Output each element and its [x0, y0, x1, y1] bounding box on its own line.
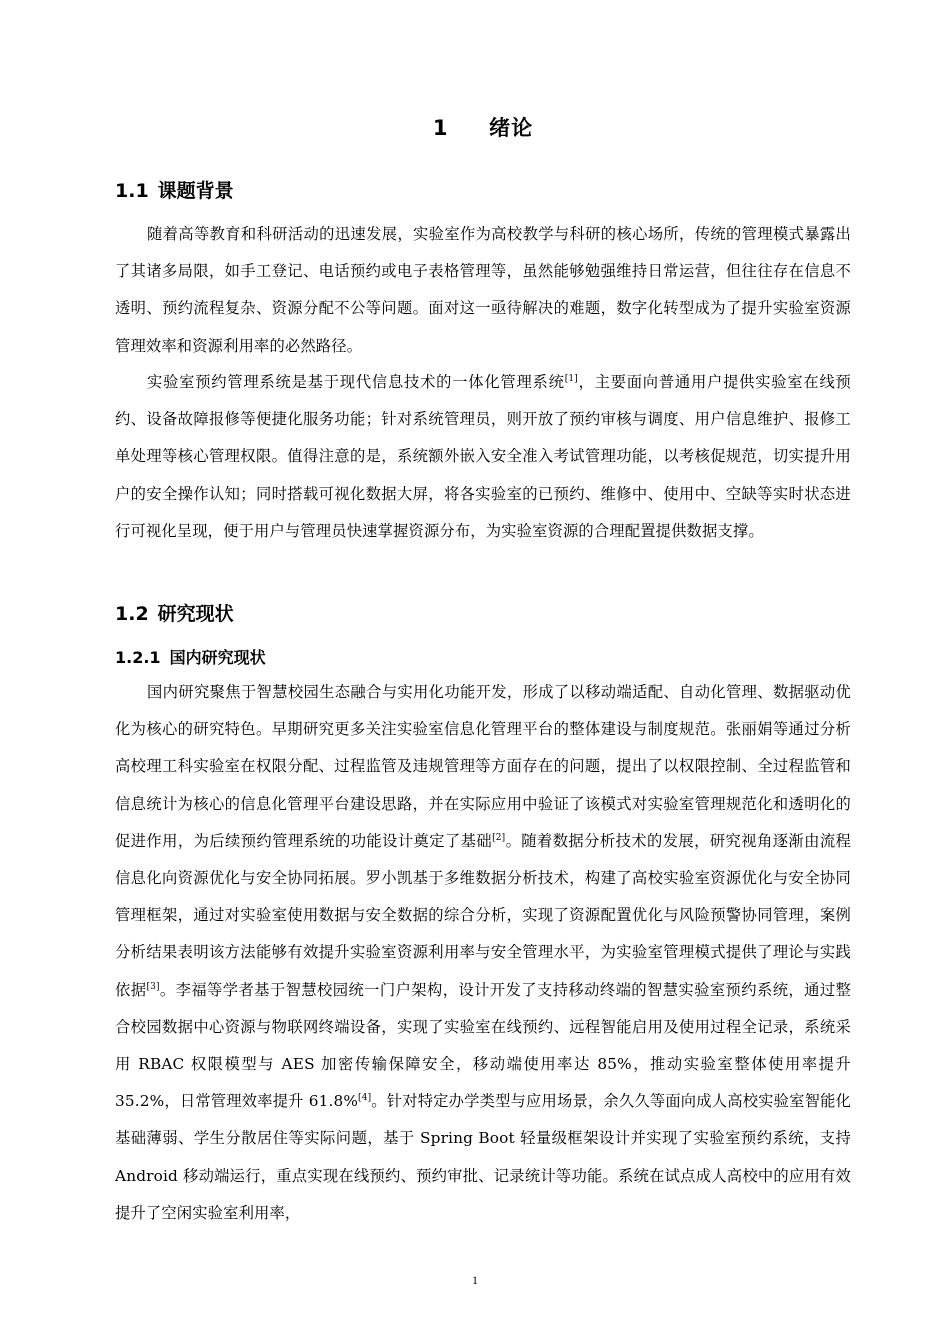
section-title: 课题背景 [157, 180, 234, 202]
subsection-heading-1-2-1 [115, 647, 266, 669]
paragraph-text: ，主要面向普通用户提供实验室在线预约、设备故障报修等便捷化服务功能；针对系统管理员，则开放了预约审核与调度、用户信息维护、报修工单处理等核心管理权限。值得注意的是，系统额外嵌入安全准入考试管理功能，以考核促规范，切实提升用户的安全操作认知；同时搭载可视化数据大屏，将各实验室的已预约、维修中、使用中、空缺等实时状态进行可视化呈现，便于用户与管理员快速掌握资源分布，为实验室资源的合理配置提供数据支撑。 [115, 373, 851, 540]
section-title: 研究现状 [157, 603, 234, 625]
chapter-title-text: 绪论 [489, 116, 534, 140]
section-number: 1.2 [115, 603, 149, 625]
citation-ref: [1] [564, 373, 578, 384]
paragraph-domestic-research [115, 674, 851, 1232]
paragraph-background-1: 随着高等教育和科研活动的迅速发展，实验室作为高校教学与科研的核心场所，传统的管理模式暴露出了其诸多局限，如手工登记、电话预约或电子表格管理等，虽然能够勉强维持日常运营，但往往存在信息不透明、预约流程复杂、资源分配不公等问题。面对这一亟待解决的难题，数字化转型成为了提升实验室资源管理效率和资源利用率的必然路径。 [115, 225, 851, 355]
paragraph-text: 。随着数据分析技术的发展，研究视角逐渐由流程信息化向资源优化与安全协同拓展。罗小凯基于多维数据分析技术，构建了高校实验室资源优化与安全协同管理框架，通过对实验室使用数据与安全数据的综合分析，实现了资源配置优化与风险预警协同管理，案例分析结果表明该方法能够有效提升实验室资源利用率与安全管理水平，为实验室管理模式提供了理论与实践依据 [115, 831, 851, 999]
chapter-number: 1 [432, 116, 449, 140]
subsection-title: 国内研究现状 [169, 648, 266, 667]
paragraph-text: 国内研究聚焦于智慧校园生态融合与实用化功能开发，形成了以移动端适配、自动化管理、数据驱动优化为核心的研究特色。早期研究更多关注实验室信息化管理平台的整体建设与制度规范。张丽娟等通过分析高校理工科实验室在权限分配、过程监管及违规管理等方面存在的问题，提出了以权限控制、全过程监管和信息统计为核心的信息化管理平台建设思路，并在实际应用中验证了该模式对实验室管理规范化和透明化的促进作用，为后续预约管理系统的功能设计奠定了基础 [115, 683, 851, 850]
citation-ref: [2] [492, 832, 506, 843]
citation-ref: [3] [146, 981, 160, 992]
section-heading-1-2 [115, 601, 234, 627]
page-number: 1 [472, 1273, 478, 1287]
paragraph-text: 。针对特定办学类型与应用场景，余久久等面向成人高校实验室智能化基础薄弱、学生分散居住等实际问题，基于 Spring Boot 轻量级框架设计并实现了实验室预约系统，支持 Android 移动端运行，重点实现在线预约、预约审批、记录统计等功能。系统在试点成人高校中的应用有效提升了空闲实验室利用率， [115, 1092, 851, 1222]
paragraph-background-2 [115, 364, 851, 550]
section-heading-1-1 [115, 178, 234, 204]
chapter-title [115, 114, 851, 142]
paragraph-text: 。李福等学者基于智慧校园统一门户架构，设计开发了支持移动终端的智慧实验室预约系统，通过整合校园数据中心资源与物联网终端设备，实现了实验室在线预约、远程智能启用及使用过程全记录，系统采用 RBAC 权限模型与 AES 加密传输保障安全，移动端使用率达 85%，推动实验室整体使用率提升 35.2%，日常管理效率提升 61.8% [115, 980, 851, 1111]
citation-ref: [4] [358, 1093, 372, 1104]
paragraph-text: 实验室预约管理系统是基于现代信息技术的一体化管理系统 [147, 373, 565, 391]
subsection-number: 1.2.1 [115, 648, 161, 667]
section-number: 1.1 [115, 180, 149, 202]
